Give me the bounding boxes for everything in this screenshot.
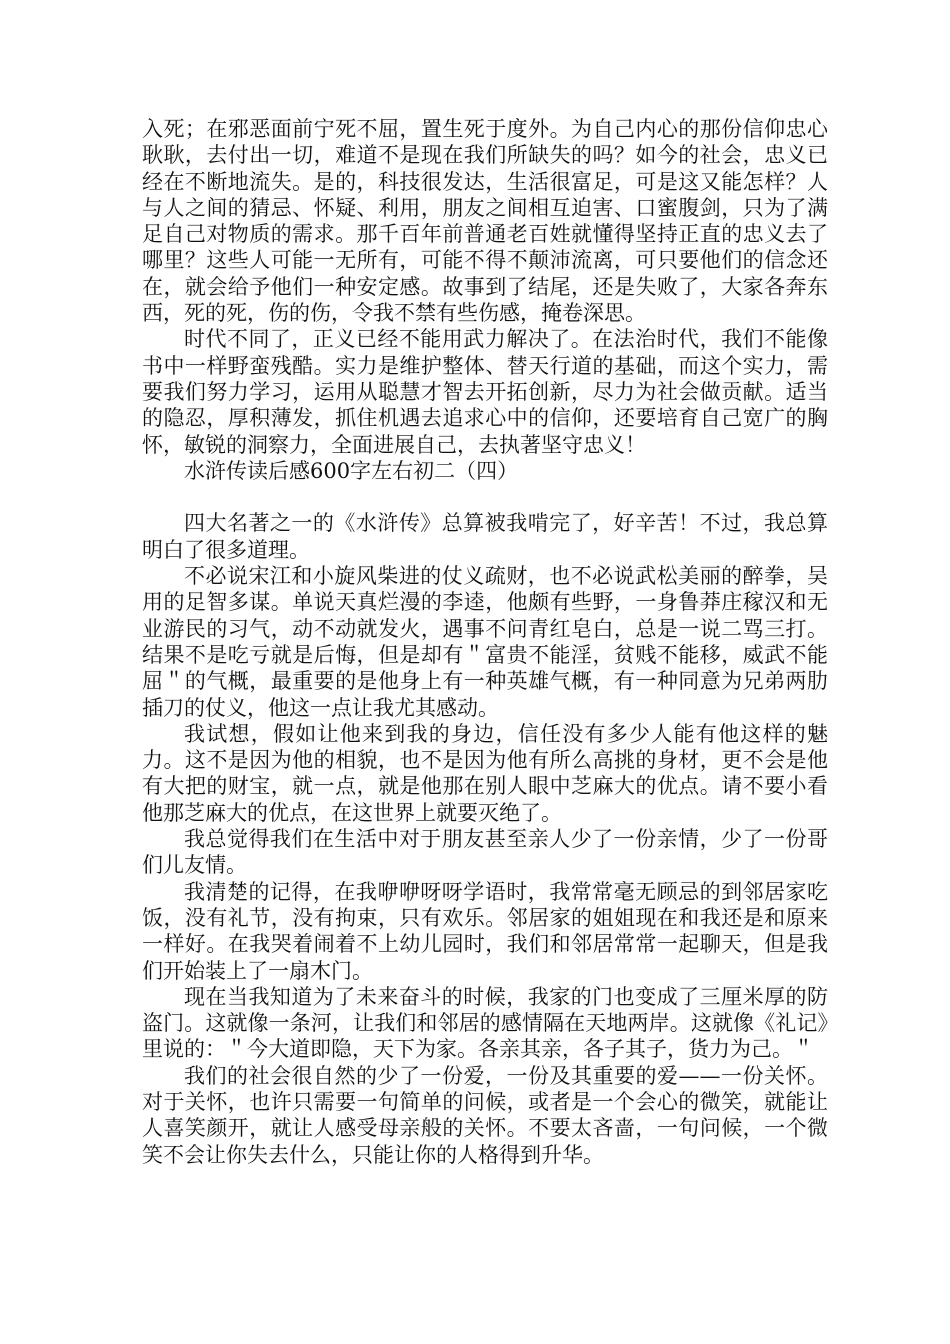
body-paragraph-2: 时代不同了，正义已经不能用武力解决了。在法治时代，我们不能像书中一样野蛮残酷。实力是维护整体、替天行道的基础，而这个实力，需要我们努力学习，运用从聪慧才智去开拓创新，尽力为社会做贡献。适当的隐忍，厚积薄发，抓住机遇去追求心中的信仰，还要培育自己宽广的胸怀，敏锐的洞察力，全面进展自己，去执著坚守忠义！ [142, 327, 828, 457]
body-paragraph-8: 现在当我知道为了未来奋斗的时候，我家的门也变成了三厘米厚的防盗门。这就像一条河，让我们和邻居的感情隔在天地两岸。这就像《礼记》里说的：＂今大道即隐，天下为家。各亲其亲，各子其子，货力为己。＂ [142, 984, 828, 1062]
body-paragraph-9: 我们的社会很自然的少了一份爱，一份及其重要的爱——一份关怀。对于关怀，也许只需要一句简单的问候，或者是一个会心的微笑，就能让人喜笑颜开，就让人感受母亲般的关怀。不要太吝啬，一句问候，一个微笑不会让你失去什么，只能让你的人格得到升华。 [142, 1063, 828, 1167]
body-paragraph-1: 入死；在邪恶面前宁死不屈，置生死于度外。为自己内心的那份信仰忠心耿耿，去付出一切，难道不是现在我们所缺失的吗？如今的社会，忠义已经在不断地流失。是的，科技很发达，生活很富足，可是这又能怎样？人与人之间的猜忌、怀疑、利用，朋友之间相互迫害、口蜜腹剑，只为了满足自己对物质的需求。那千百年前普通老百姓就懂得坚持正直的忠义去了哪里？这些人可能一无所有，可能不得不颠沛流离，可只要他们的信念还在，就会给予他们一种安定感。故事到了结尾，还是失败了，大家各奔东西，死的死，伤的伤，令我不禁有些伤感，掩卷深思。 [142, 117, 828, 326]
body-paragraph-4: 不必说宋江和小旋风柴进的仗义疏财，也不必说武松美丽的醉拳，吴用的足智多谋。单说天真烂漫的李逵，他颇有些野，一身鲁莽庄稼汉和无业游民的习气，动不动就发火，遇事不问青红皂白，总是一说二骂三打。结果不是吃亏就是后悔，但是却有＂富贵不能淫，贫贱不能移，威武不能屈＂的气概，最重要的是他身上有一种英雄气概，有一种同意为兄弟两肋插刀的仗义，他这一点让我尤其感动。 [142, 564, 828, 720]
document-page [142, 116, 828, 1168]
body-paragraph-5: 我试想，假如让他来到我的身边，信任没有多少人能有他这样的魅力。这不是因为他的相貌，也不是因为他有所么高挑的身材，更不会是他有大把的财宝，就一点，就是他那在别人眼中芝麻大的优点。请不要小看他那芝麻大的优点，在这世界上就要灭绝了。 [142, 721, 828, 825]
body-paragraph-3: 四大名著之一的《水浒传》总算被我啃完了，好辛苦！不过，我总算明白了很多道理。 [142, 511, 828, 562]
body-paragraph-7: 我清楚的记得，在我咿咿呀呀学语时，我常常毫无顾忌的到邻居家吃饭，没有礼节，没有拘束，只有欢乐。邻居家的姐姐现在和我还是和原来一样好。在我哭着闹着不上幼儿园时，我们和邻居常常一起聊天，但是我们开始装上了一扇木门。 [142, 879, 828, 983]
blank-line [142, 484, 828, 510]
body-paragraph-6: 我总觉得我们在生活中对于朋友甚至亲人少了一份亲情，少了一份哥们儿友情。 [142, 827, 828, 878]
section-title: 水浒传读后感600字左右初二（四） [184, 458, 519, 483]
